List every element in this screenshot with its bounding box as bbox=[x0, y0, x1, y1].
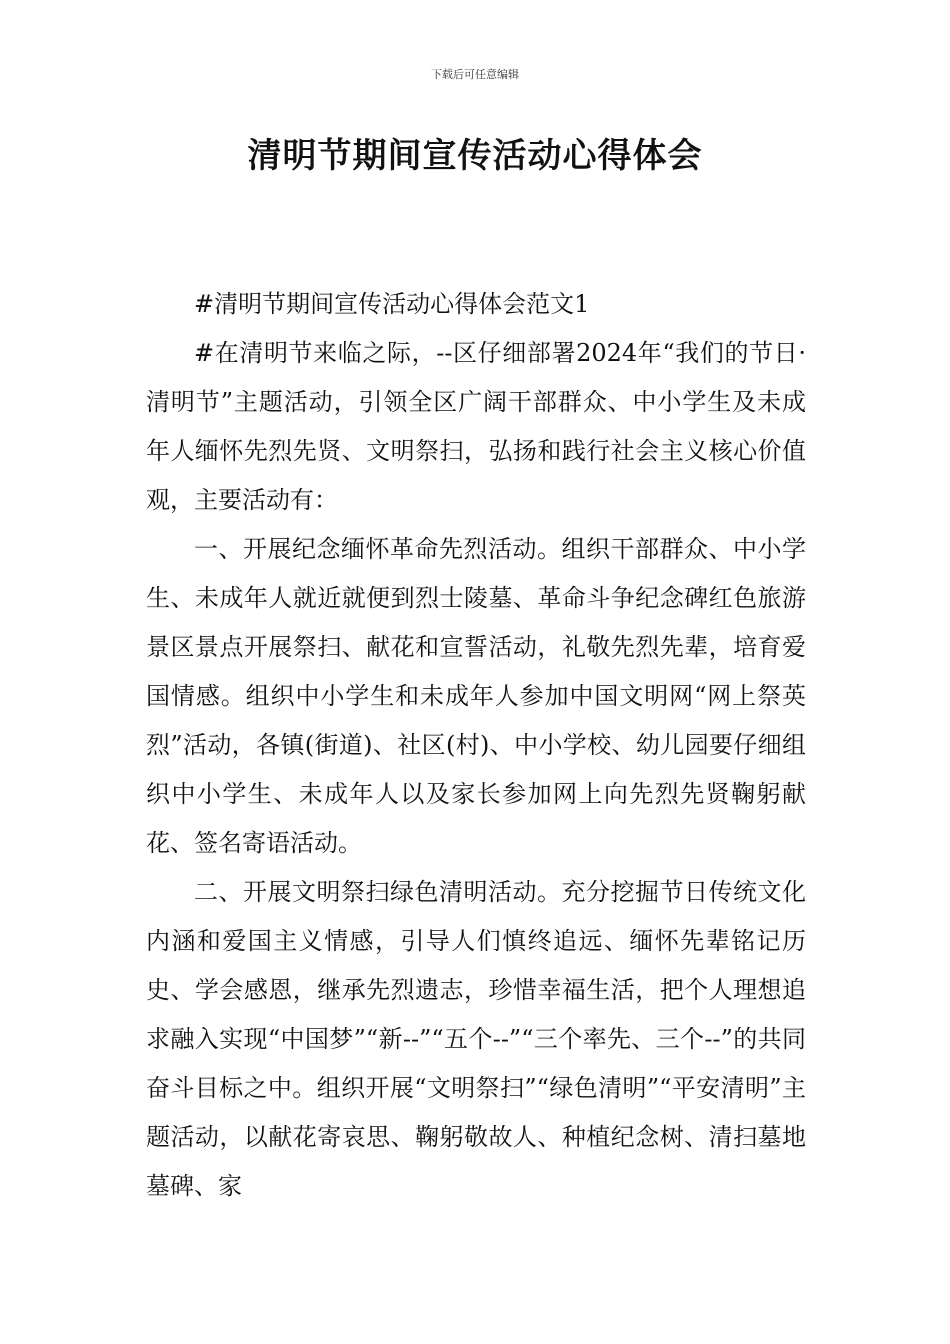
paragraph-section-two: 二、开展文明祭扫绿色清明活动。充分挖掘节日传统文化内涵和爱国主义情感，引导人们慎终追远、缅怀先辈铭记历史、学会感恩，继承先烈遗志，珍惜幸福生活，把个人理想追求融入实现“中国梦”“新--”“五个--”“三个率先、三个--”的共同奋斗目标之中。组织开展“文明祭扫”“绿色清明”“平安清明”主题活动，以献花寄哀思、鞠躬敬故人、种植纪念树、清扫墓地墓碑、家 bbox=[146, 878, 806, 1200]
paragraph-intro: #在清明节来临之际，--区仔细部署2024年“我们的节日·清明节”主题活动，引领全区广阔干部群众、中小学生及未成年人缅怀先烈先贤、文明祭扫，弘扬和践行社会主义核心价值观，主要活动有： bbox=[146, 339, 806, 514]
paragraph-section-one: 一、开展纪念缅怀革命先烈活动。组织干部群众、中小学生、未成年人就近就便到烈士陵墓、革命斗争纪念碑红色旅游景区景点开展祭扫、献花和宣誓活动，礼敬先烈先辈，培育爱国情感。组织中小学生和未成年人参加中国文明网“网上祭英烈”活动，各镇(街道)、社区(村)、中小学校、幼儿园要仔细组织中小学生、未成年人以及家长参加网上向先烈先贤鞠躬献花、签名寄语活动。 bbox=[146, 535, 806, 857]
header-note: 下载后可任意编辑 bbox=[431, 68, 519, 81]
document-title: 清明节期间宣传活动心得体会 bbox=[247, 136, 703, 176]
document-body bbox=[146, 280, 806, 1211]
paragraph-subtitle: #清明节期间宣传活动心得体会范文1 bbox=[194, 290, 590, 318]
